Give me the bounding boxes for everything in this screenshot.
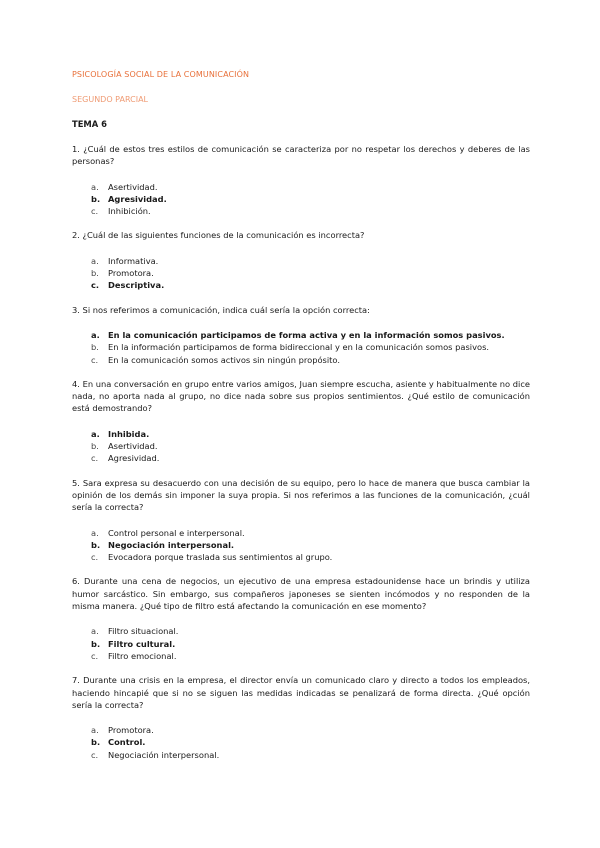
option-text: Descriptiva. (108, 280, 165, 291)
option-letter: c. (91, 354, 99, 365)
option-letter: c. (91, 453, 99, 464)
answer-option (72, 440, 530, 452)
question-block (72, 674, 530, 761)
option-letter: b. (91, 441, 99, 452)
answer-option (72, 625, 530, 637)
answer-option (72, 267, 530, 279)
option-text: Inhibición. (108, 206, 151, 217)
option-list (72, 724, 530, 761)
option-text: Filtro situacional. (108, 626, 179, 637)
option-letter: a. (91, 181, 99, 192)
question-text: 2. ¿Cuál de las siguientes funciones de la comunicación es incorrecta? (72, 230, 365, 241)
option-text: Agresividad. (108, 193, 167, 204)
option-letter: c. (91, 650, 99, 661)
option-letter: c. (91, 552, 99, 563)
option-letter: c. (91, 749, 99, 760)
option-letter: b. (91, 539, 101, 550)
option-list (72, 527, 530, 564)
answer-option (72, 749, 530, 761)
question-block (72, 477, 530, 564)
question-block (72, 304, 530, 366)
option-text: En la comunicación somos activos sin ningún propósito. (108, 354, 340, 365)
option-text: Inhibida. (108, 428, 150, 439)
option-letter: b. (91, 737, 101, 748)
option-letter: b. (91, 268, 99, 279)
option-letter: a. (91, 428, 100, 439)
course-title: PSICOLOGÍA SOCIAL DE LA COMUNICACIÓN (72, 70, 250, 79)
answer-option (72, 181, 530, 193)
answer-option (72, 255, 530, 267)
option-text: Negociación interpersonal. (108, 749, 220, 760)
document-page (72, 70, 530, 761)
option-text: Control. (108, 737, 146, 748)
option-letter: b. (91, 193, 101, 204)
question-text: 6. Durante una cena de negocios, un ejecutivo de una empresa estadounidense hace un brindis y utiliza humor sarcástico. Sin embargo, sus compañeros japoneses se sienten incómodos y no responden de la misma manera. ¿Qué tipo de filtro está afectando la comunicación en ese momento? (72, 576, 530, 612)
correct-option (72, 539, 530, 551)
answer-option (72, 650, 530, 662)
option-text: Control personal e interpersonal. (108, 527, 245, 538)
topic-heading: TEMA 6 (72, 119, 107, 129)
option-text: Promotora. (108, 725, 154, 736)
option-text: Filtro cultural. (108, 638, 176, 649)
option-list (72, 181, 530, 218)
option-text: Asertividad. (108, 441, 158, 452)
answer-option (72, 452, 530, 464)
correct-option (72, 428, 530, 440)
option-list (72, 329, 530, 366)
question-text: 3. Si nos referimos a comunicación, indica cuál sería la opción correcta: (72, 304, 370, 315)
option-letter: a. (91, 329, 100, 340)
option-letter: b. (91, 342, 99, 353)
exam-title: SEGUNDO PARCIAL (72, 95, 148, 104)
answer-option (72, 724, 530, 736)
question-block (72, 378, 530, 465)
correct-option (72, 736, 530, 748)
question-text: 7. Durante una crisis en la empresa, el director envía un comunicado claro y directo a todos los empleados, haciendo hincapié que si no se siguen las medidas indicadas se penalizará de forma directa. ¿Qué opción sería la correcta? (72, 675, 530, 710)
correct-option (72, 279, 530, 291)
option-text: Evocadora porque traslada sus sentimientos al grupo. (108, 552, 333, 563)
option-text: En la comunicación participamos de forma activa y en la información somos pasivos. (108, 329, 505, 340)
option-text: Informativa. (108, 255, 159, 266)
question-block (72, 575, 530, 662)
correct-option (72, 638, 530, 650)
question-text: 1. ¿Cuál de estos tres estilos de comunicación se caracteriza por no respetar los derechos y deberes de las personas? (72, 144, 530, 167)
option-list (72, 428, 530, 465)
answer-option (72, 551, 530, 563)
option-letter: b. (91, 638, 101, 649)
answer-option (72, 527, 530, 539)
question-block (72, 229, 530, 291)
option-letter: a. (91, 527, 99, 538)
option-text: Filtro emocional. (108, 650, 177, 661)
correct-option (72, 193, 530, 205)
answer-option (72, 341, 530, 353)
answer-option (72, 205, 530, 217)
option-text: Negociación interpersonal. (108, 539, 235, 550)
question-block (72, 143, 530, 217)
answer-option (72, 354, 530, 366)
option-list (72, 625, 530, 662)
option-letter: a. (91, 725, 99, 736)
question-text: 5. Sara expresa su desacuerdo con una decisión de su equipo, pero lo hace de manera que busca cambiar la opinión de los demás sin imponer la suya propia. Si nos referimos a las funciones de la comunicación, ¿cuál sería la correcta? (72, 477, 530, 513)
option-list (72, 255, 530, 292)
correct-option (72, 329, 530, 341)
question-list (72, 143, 530, 761)
option-text: Promotora. (108, 268, 154, 279)
question-text: 4. En una conversación en grupo entre varios amigos, Juan siempre escucha, asiente y habitualmente no dice nada, no aporta nada al grupo, no dice nada sobre sus propios sentimientos. ¿Qué estilo de comunicación está demostrando? (72, 378, 530, 414)
option-text: En la información participamos de forma bidireccional y en la comunicación somos pasivos. (108, 342, 490, 353)
option-letter: c. (91, 206, 99, 217)
option-text: Agresividad. (108, 453, 160, 464)
option-letter: a. (91, 255, 99, 266)
option-letter: c. (91, 280, 100, 291)
option-text: Asertividad. (108, 181, 158, 192)
option-letter: a. (91, 626, 99, 637)
